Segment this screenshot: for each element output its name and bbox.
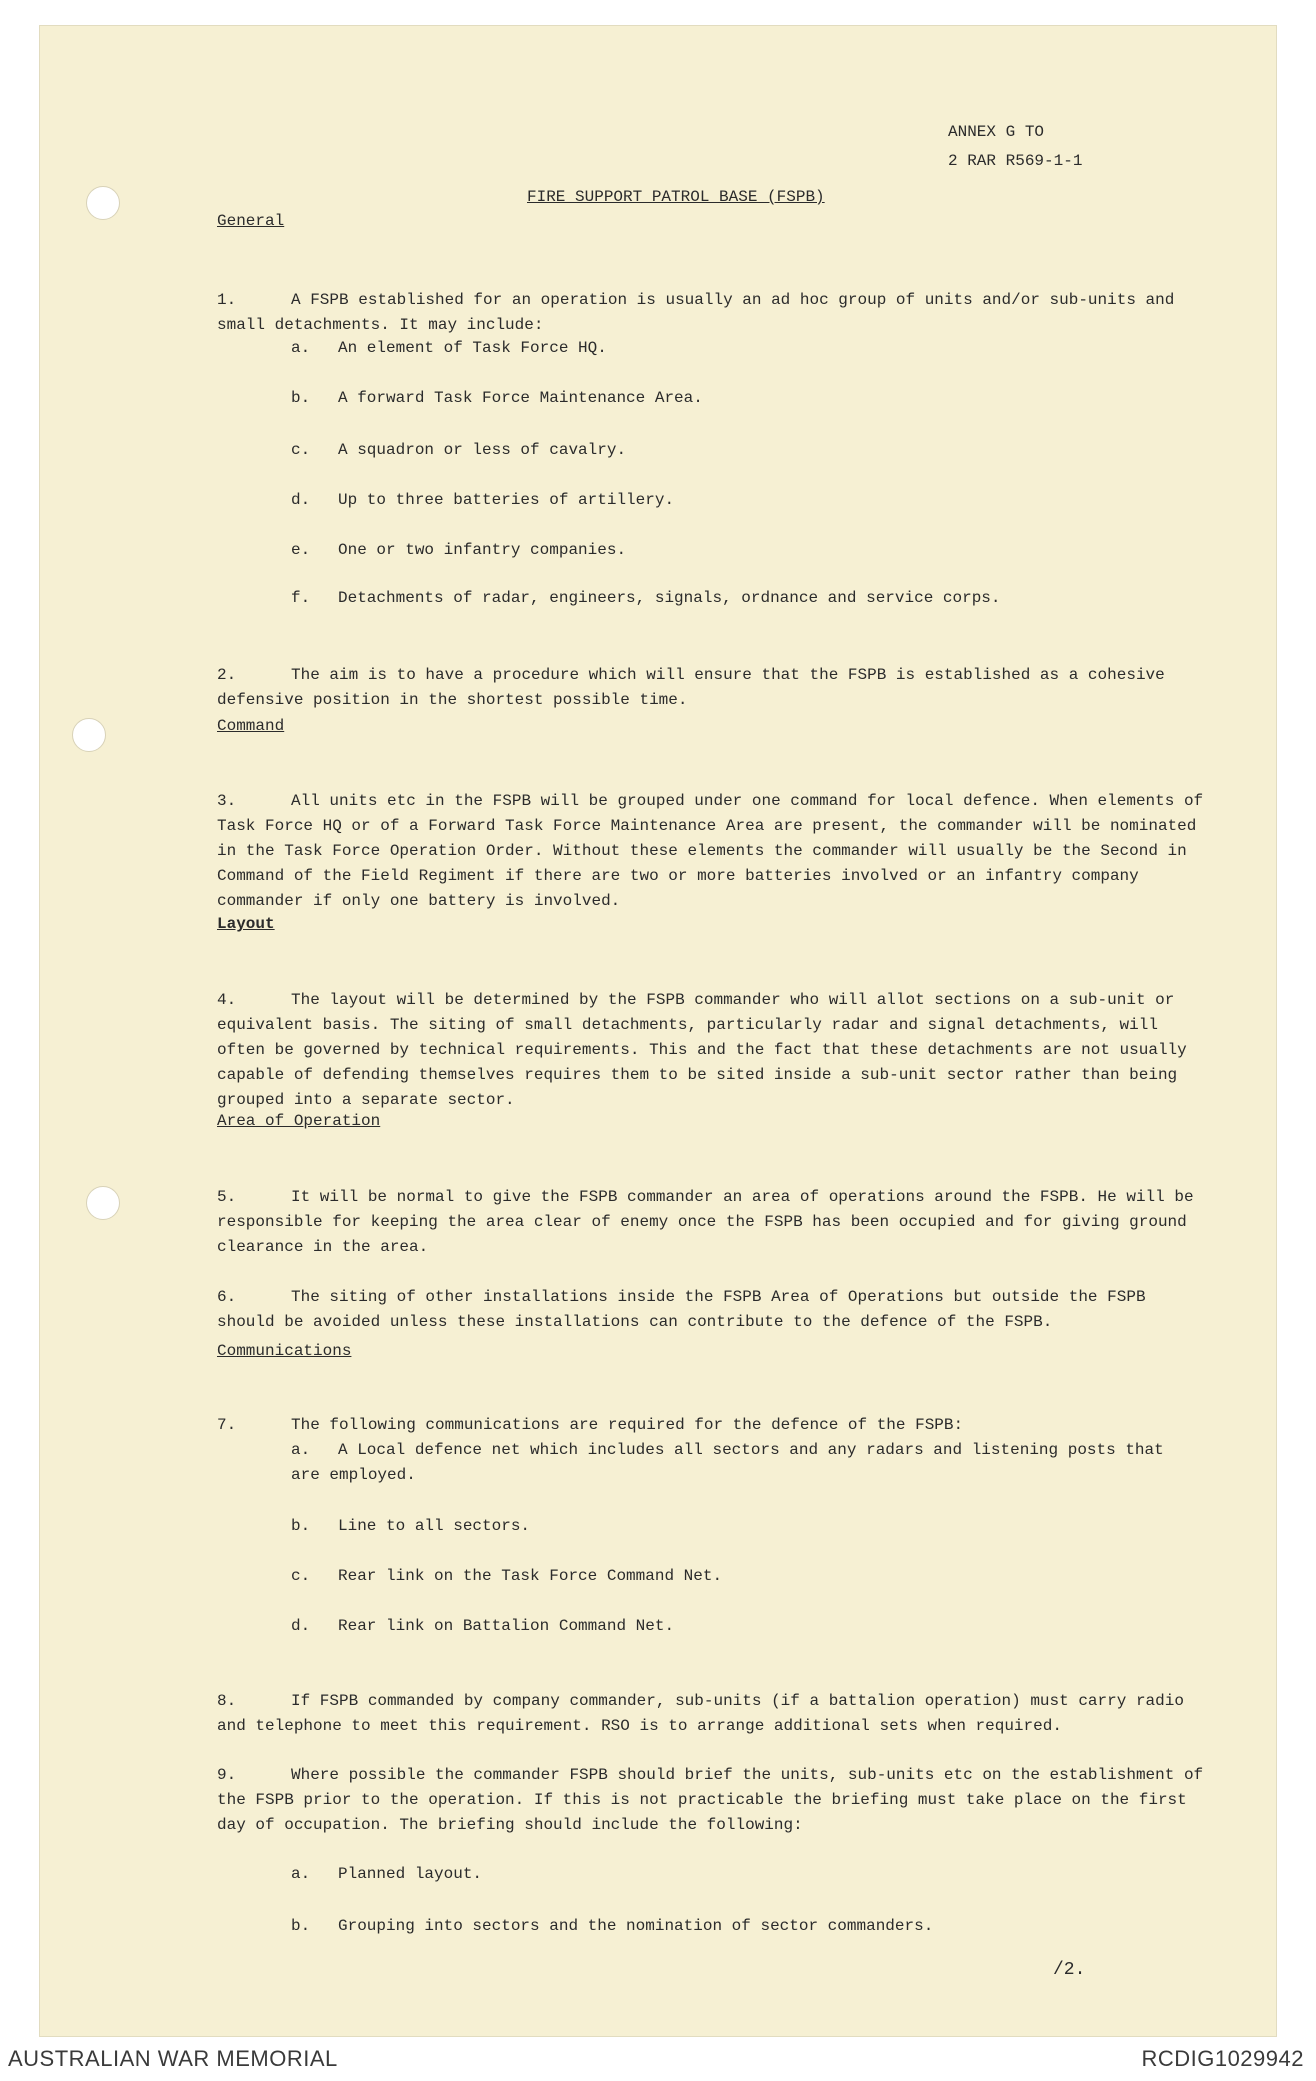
item-number: a. [291, 1865, 311, 1883]
list-item [291, 1862, 1171, 1887]
annex-reference [948, 118, 1082, 176]
punch-hole-top [86, 186, 120, 220]
item-number: b. [291, 1917, 311, 1935]
paragraph-text: All units etc in the FSPB will be grouped under one command for local defence. When elements of Task Force HQ or of a Forward Task Force Maintenance Area are present, the commander will be nominated in the Task Force Operation Order. Without these elements the commander will usually be the Second in Command of the Field Regiment if there are two or more batteries involved or an infantry company commander if only one battery is involved. [217, 792, 1204, 910]
paragraph-7 [217, 1388, 1207, 1438]
paragraph-text: The layout will be determined by the FSPB commander who will allot sections on a sub-unit or equivalent basis. The siting of small detachments, particularly radar and signal detachments, will often be governed by technical requirements. This and the fact that these detachments are not usually capable of defending themselves requires them to be sited inside a sub-unit sector rather than being grouped into a separate sector. [217, 991, 1187, 1109]
heading-layout: Layout [217, 915, 275, 933]
footer-record-id: RCDIG1029942 [1141, 2046, 1304, 2071]
document-title: FIRE SUPPORT PATROL BASE (FSPB) [527, 188, 825, 206]
list-item [291, 1514, 1171, 1539]
punch-hole-middle [72, 718, 106, 752]
item-text: One or two infantry companies. [338, 541, 627, 559]
paragraph-number: 1. [217, 291, 237, 309]
item-text: Line to all sectors. [338, 1517, 531, 1535]
item-text: An element of Task Force HQ. [338, 339, 607, 357]
item-number: d. [291, 491, 311, 509]
item-number: f. [291, 589, 311, 607]
paragraph-text: The following communications are required for the defence of the FSPB: [291, 1416, 964, 1434]
paragraph-number: 6. [217, 1288, 237, 1306]
item-number: a. [291, 1441, 311, 1459]
list-item [291, 586, 1171, 611]
paragraph-number: 4. [217, 991, 237, 1009]
item-text: Grouping into sectors and the nomination of sector commanders. [338, 1917, 934, 1935]
item-number: c. [291, 441, 311, 459]
page-continuation-mark: /2. [1053, 1960, 1086, 1980]
paragraph-text: If FSPB commanded by company commander, sub-units (if a battalion operation) must carry radio and telephone to meet this requirement. RSO is to arrange additional sets when required. [217, 1692, 1184, 1735]
item-number: c. [291, 1567, 311, 1585]
list-item [291, 1564, 1171, 1589]
list-item [291, 538, 1171, 563]
item-text: Detachments of radar, engineers, signals, ordnance and service corps. [338, 589, 1001, 607]
paragraph-number: 7. [217, 1416, 237, 1434]
paragraph-1 [217, 263, 1207, 338]
item-text: Up to three batteries of artillery. [338, 491, 675, 509]
list-item [291, 1438, 1171, 1488]
annex-line-2: 2 RAR R569-1-1 [948, 152, 1083, 170]
paragraph-number: 5. [217, 1188, 237, 1206]
list-item [291, 386, 1171, 411]
paragraph-number: 9. [217, 1766, 237, 1784]
paragraph-8 [217, 1664, 1207, 1739]
paragraph-text: The siting of other installations inside the FSPB Area of Operations but outside the FSPB should be avoided unless these installations can contribute to the defence of the FSPB. [217, 1288, 1146, 1331]
paragraph-5 [217, 1160, 1207, 1260]
item-text: A squadron or less of cavalry. [338, 441, 627, 459]
paragraph-4 [217, 963, 1207, 1113]
punch-hole-bottom [86, 1186, 120, 1220]
item-number: a. [291, 339, 311, 357]
paragraph-text: It will be normal to give the FSPB commander an area of operations around the FSPB. He will be responsible for keeping the area clear of enemy once the FSPB has been occupied and for giving ground clearance in the area. [217, 1188, 1194, 1256]
heading-general: General [217, 212, 285, 230]
paragraph-text: A FSPB established for an operation is usually an ad hoc group of units and/or sub-units and small detachments. It may include: [217, 291, 1175, 334]
paragraph-number: 2. [217, 666, 237, 684]
item-text: Rear link on the Task Force Command Net. [338, 1567, 723, 1585]
list-item [291, 488, 1171, 513]
item-number: d. [291, 1617, 311, 1635]
item-text: A Local defence net which includes all sectors and any radars and listening posts that are employed. [291, 1441, 1164, 1484]
annex-line-1: ANNEX G TO [948, 123, 1045, 141]
heading-command: Command [217, 717, 285, 735]
item-number: b. [291, 1517, 311, 1535]
paragraph-6 [217, 1260, 1207, 1335]
paragraph-number: 3. [217, 792, 237, 810]
item-text: A forward Task Force Maintenance Area. [338, 389, 703, 407]
item-text: Planned layout. [338, 1865, 483, 1883]
document-sheet [40, 26, 1276, 2036]
paragraph-9 [217, 1738, 1207, 1838]
heading-communications: Communications [217, 1342, 352, 1360]
paragraph-number: 8. [217, 1692, 237, 1710]
item-text: Rear link on Battalion Command Net. [338, 1617, 675, 1635]
list-item [291, 1614, 1171, 1639]
paragraph-text: The aim is to have a procedure which will ensure that the FSPB is established as a cohesive defensive position in the shortest possible time. [217, 666, 1165, 709]
list-item [291, 1914, 1171, 1939]
item-number: b. [291, 389, 311, 407]
item-number: e. [291, 541, 311, 559]
paragraph-3 [217, 764, 1207, 914]
paragraph-2 [217, 638, 1207, 713]
heading-area-of-operation: Area of Operation [217, 1112, 381, 1130]
list-item [291, 438, 1171, 463]
footer-archive-name: AUSTRALIAN WAR MEMORIAL [8, 2046, 338, 2071]
list-item [291, 336, 1171, 361]
paragraph-text: Where possible the commander FSPB should brief the units, sub-units etc on the establishment of the FSPB prior to the operation. If this is not practicable the briefing must take place on the first day of occupation. The briefing should include the following: [217, 1766, 1204, 1834]
